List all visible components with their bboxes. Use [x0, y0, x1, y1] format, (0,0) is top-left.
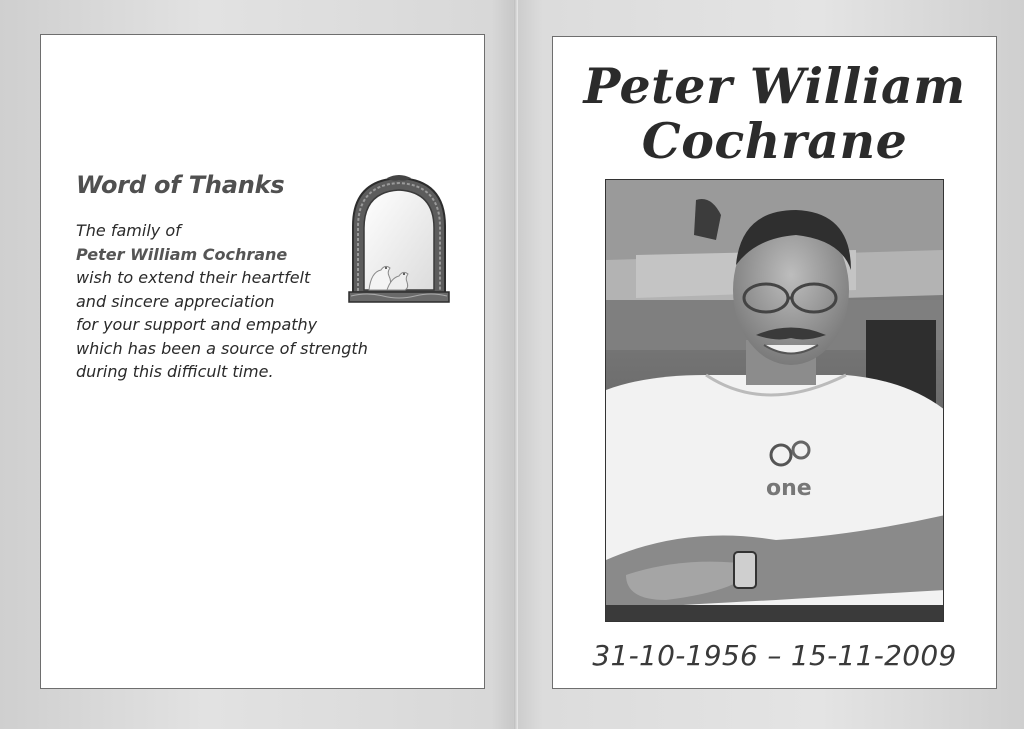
thanks-line: which has been a source of strength	[76, 338, 368, 358]
thanks-line: during this difficult time.	[76, 362, 274, 381]
thanks-line: and sincere appreciation	[76, 291, 275, 311]
thanks-line: The family of	[76, 221, 181, 240]
thanks-line: for your support and empathy	[76, 315, 318, 334]
deceased-name	[553, 59, 996, 169]
name-line-1: Peter William	[583, 57, 966, 115]
life-dates: 31-10-1956 – 15-11-2009	[592, 639, 957, 672]
left-page	[40, 34, 485, 689]
svg-text:one: one	[766, 476, 812, 501]
right-page	[552, 36, 997, 689]
name-line-2: Cochrane	[641, 112, 908, 170]
thanks-line: wish to extend their heartfelt	[76, 268, 311, 287]
thanks-heading: Word of Thanks	[76, 171, 285, 199]
thanks-line-name: Peter William Cochrane	[76, 244, 288, 264]
thanks-message	[76, 219, 376, 384]
card-fold	[514, 0, 518, 729]
portrait-photo	[605, 179, 944, 622]
